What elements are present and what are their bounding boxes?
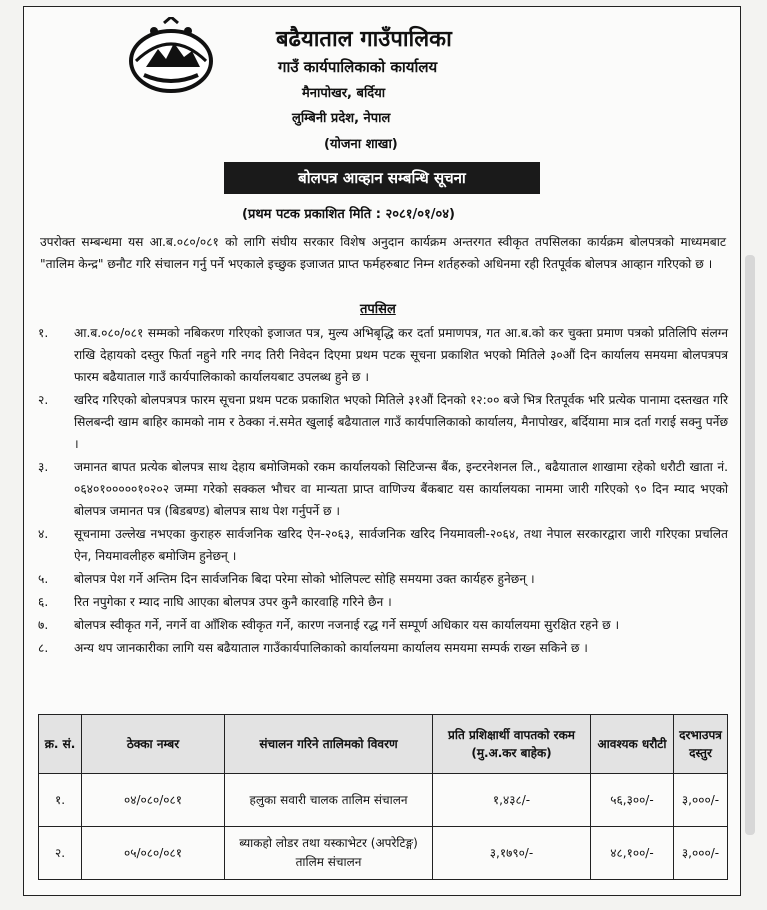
cell-serial: २. — [39, 827, 82, 880]
condition-text: सूचनामा उल्लेख नभएका कुराहरु सार्वजनिक खरिद ऐन-२०६३, सार्वजनिक खरिद नियमावली-२०६४, तथा नेपाल सरकारद्वारा जारी गरिएका प्रचलित ऐन, नियमावलीहरु बमोजिम हुनेछन् । — [74, 527, 728, 563]
table-header-row — [39, 715, 728, 774]
cell-fee: ३,०००/- — [674, 827, 728, 880]
header-amount-per-trainee: प्रति प्रशिक्षार्थी वापतको रकम (मु.अ.कर बाहेक) — [433, 715, 591, 774]
publish-date: (प्रथम पटक प्रकाशित मिति : २०८१/०१/०४) — [242, 207, 455, 222]
condition-item — [38, 568, 728, 590]
cell-training-description: ब्याकहो लोडर तथा यस्काभेटर (अपरेटिङ्ग) तालिम संचालन — [225, 827, 433, 880]
condition-item — [38, 637, 728, 659]
cell-serial: १. — [39, 774, 82, 827]
table-row — [39, 827, 728, 880]
table-row — [39, 774, 728, 827]
condition-text: खरिद गरिएको बोलपत्रपत्र फारम सूचना प्रथम पटक प्रकाशित भएको मितिले ३१औं दिनको १२:०० बजे भित्र रितपूर्वक भरि प्रत्येक पानामा दस्तखत गरि सिलबन्दी खाम बाहिर कामको नाम र ठेक्का नं.समेत खुलाई बढैयाताल गाउँ कार्यपालिकाको कार्यालय, मैनापोखर, बर्दियामा मात्र दर्ता गराई सक्नु पर्नेछ । — [74, 393, 728, 451]
condition-item — [38, 523, 728, 567]
condition-text: जमानत बापत प्रत्येक बोलपत्र साथ देहाय बमोजिमको रकम कार्यालयको सिटिजन्स बैंक, इन्टरनेशनल लि., बढैयाताल शाखामा रहेको धरौटी खाता नं. ०६४०१०००००१०२०२ जम्मा गरेको सक्कल भौचर वा मान्यता प्राप्त वाणिज्य बैंकबाट यस कार्यालयका नाममा जारी गरिएको ९० दिन म्याद भएको बोलपत्र जमानत पत्र (बिडबण्ड) बोलपत्र साथ पेश गर्नुपर्ने छ । — [74, 460, 728, 518]
intro-paragraph: उपरोक्त सम्बन्धमा यस आ.ब.०८०/०८१ को लागि संघीय सरकार विशेष अनुदान कार्यक्रम अन्तरगत स्वीकृत तपसिलका कार्यक्रम बोलपत्रको माध्यमबाट "तालिम केन्द्र" छनौट गरि संचालन गर्नु पर्ने भएकाले इच्छुक इजाजत प्राप्त फर्महरुबाट निम्न शर्तहरुको अधिनमा रही रितपूर्वक बोलपत्र आव्हान गरिएको छ । — [40, 235, 726, 271]
province-name: लुम्बिनी प्रदेश, नेपाल — [292, 111, 391, 126]
condition-text: रित नपुगेका र म्याद नाघि आएका बोलपत्र उपर कुनै कारवाहि गरिने छैन । — [74, 595, 392, 609]
condition-number: ७. — [38, 618, 49, 632]
condition-text: आ.ब.०८०/०८१ सम्मको नबिकरण गरिएको इजाजत पत्र, मुल्य अभिबृद्धि कर दर्ता प्रमाणपत्र, गत आ.ब.को कर चुक्ता प्रमाण पत्रको प्रतिलिपि संलग्न राखि देहायको दस्तुर फिर्ता नहुने गरि नगद तिरी निवेदन दिएमा प्रथम पटक सूचना प्रकाशित भएको मितिले ३०औं दिन कार्यालय समयमा बोलपत्रपत्र फारम बढैयाताल गाउँ कार्यपालिकाको कार्यालयबाट उपलब्ध हुने छ । — [74, 326, 728, 384]
header-required-deposit: आवश्यक धरौटी — [591, 715, 674, 774]
condition-item — [38, 389, 728, 455]
condition-number: ५. — [38, 572, 49, 586]
condition-number: ६. — [38, 595, 49, 609]
notice-document — [23, 6, 741, 896]
cell-training-description: हलुका सवारी चालक तालिम संचालन — [225, 774, 433, 827]
condition-number: ३. — [38, 460, 49, 474]
section-name: (योजना शाखा) — [324, 137, 398, 152]
cell-amount: १,४३८/- — [433, 774, 591, 827]
government-emblem-icon — [126, 17, 216, 97]
header-serial: क्र. सं. — [39, 715, 82, 774]
header-training-description: संचालन गरिने तालिमको विवरण — [225, 715, 433, 774]
scrollbar[interactable] — [745, 255, 755, 835]
condition-text: बोलपत्र स्वीकृत गर्ने, नगर्ने वा आँशिक स्वीकृत गर्ने, कारण नजनाई रद्ध गर्ने सम्पूर्ण अधिकार यस कार्यालयमा सुरक्षित रहने छ । — [74, 618, 620, 632]
conditions-list — [38, 322, 728, 660]
cell-amount: ३,१७९०/- — [433, 827, 591, 880]
cell-deposit: ४८,१००/- — [591, 827, 674, 880]
office-name: गाउँ कार्यपालिकाको कार्यालय — [278, 58, 438, 76]
condition-number: ४. — [38, 527, 49, 541]
details-heading: तपसिल — [360, 302, 396, 317]
condition-number: २. — [38, 393, 49, 407]
cell-contract-number: ०४/०८०/०८१ — [82, 774, 225, 827]
condition-item — [38, 591, 728, 613]
notice-banner: बोलपत्र आव्हान सम्बन्धि सूचना — [224, 162, 540, 194]
cell-fee: ३,०००/- — [674, 774, 728, 827]
municipality-title: बढैयाताल गाउँपालिका — [276, 27, 452, 52]
condition-number: १. — [38, 326, 49, 340]
condition-text: बोलपत्र पेश गर्ने अन्तिम दिन सार्वजनिक बिदा परेमा सोको भोलिपल्ट सोहि समयमा उक्त कार्यहरु हुनेछन् । — [74, 572, 535, 586]
cell-deposit: ५६,३००/- — [591, 774, 674, 827]
condition-number: ८. — [38, 641, 49, 655]
condition-item — [38, 456, 728, 522]
condition-item — [38, 322, 728, 388]
condition-text: अन्य थप जानकारीका लागि यस बढैयाताल गाउँकार्यपालिकाको कार्यालयमा कार्यालय समयमा सम्पर्क राख्न सकिने छ । — [74, 641, 588, 655]
cell-contract-number: ०५/०८०/०८१ — [82, 827, 225, 880]
header-bid-fee: दरभाउपत्र दस्तुर — [674, 715, 728, 774]
training-table — [38, 714, 728, 880]
condition-item — [38, 614, 728, 636]
office-address: मैनापोखर, बर्दिया — [302, 86, 386, 101]
header-contract-number: ठेक्का नम्बर — [82, 715, 225, 774]
